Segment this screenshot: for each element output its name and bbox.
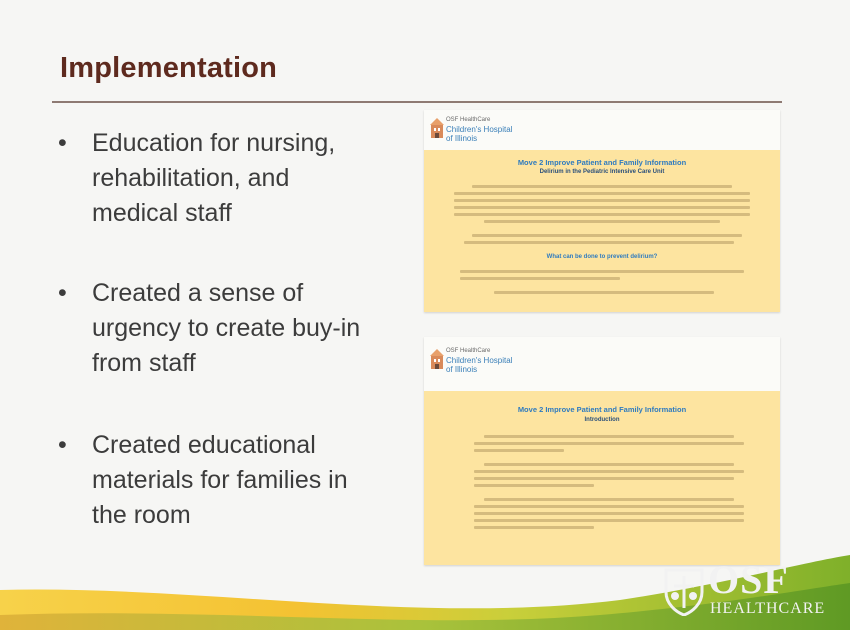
paragraph-line [474,442,744,445]
handout-heading: Move 2 Improve Patient and Family Information [517,405,687,414]
paragraph-line [454,199,750,202]
paragraph-line [464,241,734,244]
osf-crest-icon [662,564,706,616]
paragraph-line [484,498,734,501]
bullet-line: urgency to create buy-in [92,314,361,342]
bullet-marker: • [58,129,67,157]
paragraph-line [460,277,620,280]
handout-thumbnail-introduction: OSF HealthCare Children's Hospital of Illinois Move 2 Improve Patient and Family Information Introduction [424,337,780,565]
paragraph-line [460,270,744,273]
paragraph-line [484,435,734,438]
paragraph-line [472,234,742,237]
hospital-building-icon [430,118,444,138]
bullet-line: medical staff [92,199,232,227]
paragraph-line [454,206,750,209]
bullet-line: from staff [92,349,196,377]
paragraph-line [474,512,744,515]
paragraph-line [454,192,750,195]
paragraph-line [494,291,714,294]
bullet-line: Created educational [92,431,316,459]
paragraph-line [474,470,744,473]
handout-section-heading: What can be done to prevent delirium? [546,254,658,260]
paragraph-line [474,449,564,452]
slide-title: Implementation [60,52,278,84]
bullet-marker: • [58,431,67,459]
handout-subheading: Introduction [584,417,620,423]
bullet-line: Created a sense of [92,279,304,307]
bullet-line: the room [92,501,191,529]
paragraph-line [474,505,744,508]
paragraph-line [474,519,744,522]
title-divider [52,101,782,103]
paragraph-line [484,463,734,466]
handout-subheading: Delirium in the Pediatric Intensive Care Unit [539,169,665,175]
paragraph-line [474,526,594,529]
paragraph-line [474,477,734,480]
paragraph-line [454,213,750,216]
bullet-marker: • [58,279,67,307]
osf-healthcare-logo [662,557,837,624]
paragraph-line [474,484,594,487]
hospital-building-icon [430,349,444,369]
handout-heading: Move 2 Improve Patient and Family Information [517,158,687,167]
paragraph-line [484,220,720,223]
bullet-line: Education for nursing, [92,129,336,157]
bullet-line: materials for families in [92,466,348,494]
paragraph-line [472,185,732,188]
osf-wordmark: OSF [708,557,789,602]
bullet-line: rehabilitation, and [92,164,290,192]
healthcare-wordmark: HEALTHCARE [710,600,826,617]
handout-thumbnail-delirium: OSF HealthCare Children's Hospital of Illinois Move 2 Improve Patient and Family Information Delirium in the Pediatric Intensive Care Unit What can be done to prevent delirium? [424,110,780,312]
